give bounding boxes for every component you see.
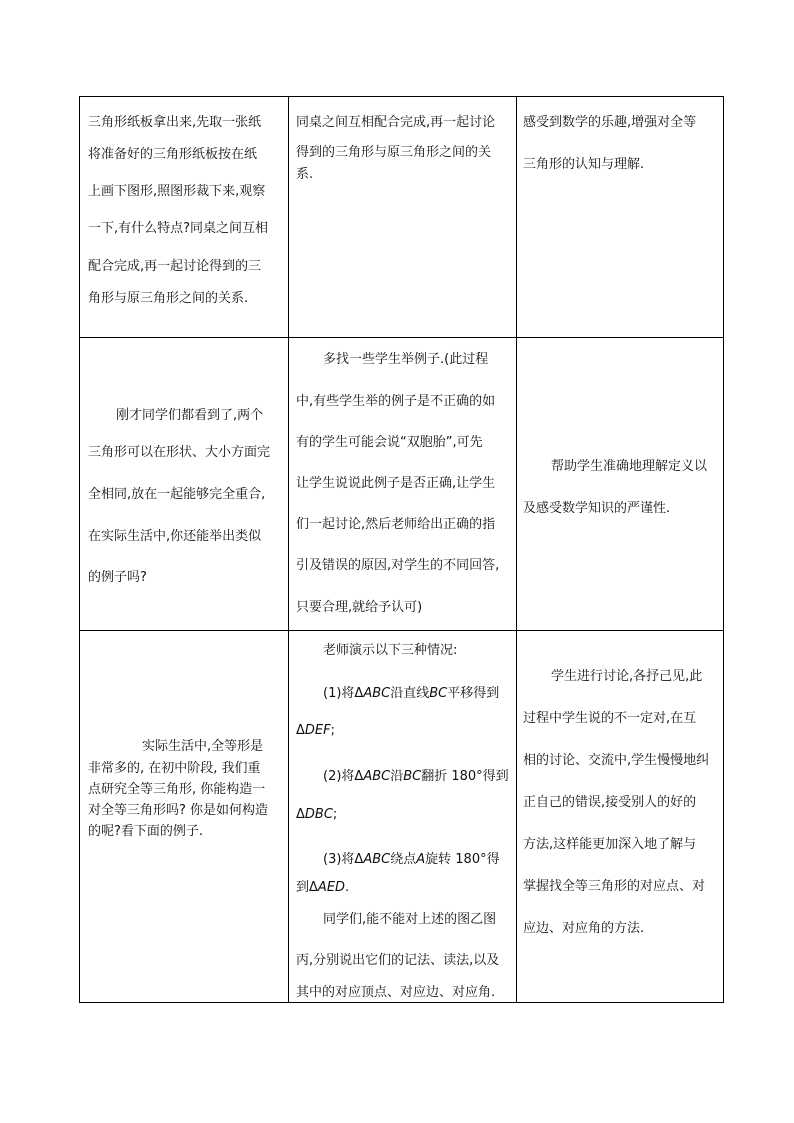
text-line: 帮助学生准确地理解定义以 (551, 459, 708, 474)
text-line: 三角形可以在形状、大小方面完 (88, 445, 271, 460)
text-line: 在实际生活中,你还能举出类似 (88, 529, 262, 544)
text-span: 到 (296, 880, 310, 895)
text-span: (1)将 (323, 686, 355, 701)
text-span: (3)将 (323, 852, 355, 867)
text-line: 将准备好的三角形纸板按在纸 (88, 147, 258, 162)
text-span: (2)将 (323, 769, 355, 784)
text-line: 让学生说说此例子是否正确,让学生 (296, 476, 496, 491)
math-var: BC (429, 686, 448, 701)
text-line: 三角形的认知与理解. (523, 157, 645, 172)
row2-activity-cell (80, 338, 288, 630)
text-span: 沿直线 (390, 686, 430, 701)
math-var: ABC (363, 852, 391, 867)
text-line: 同桌之间互相配合完成,再一起讨论 (296, 115, 496, 130)
demo-item-1 (323, 682, 499, 701)
text-line: 学生进行讨论,各抒己见,此 (551, 669, 703, 684)
text-line: 三角形纸板拿出来,先取一张纸 (88, 115, 262, 130)
text-line: 老师演示以下三种情况: (323, 643, 458, 658)
demo-item-1-cont (296, 723, 335, 738)
text-line: 配合完成,再一起讨论得到的三 (88, 259, 262, 274)
text-line: 多找一些学生举例子.(此过程 (323, 352, 489, 367)
triangle-symbol: Δ (354, 769, 364, 784)
triangle-symbol: Δ (296, 723, 305, 738)
row1-purpose-cell (517, 97, 724, 337)
row1-student-cell (289, 97, 516, 337)
demo-item-2-cont (296, 807, 337, 822)
text-line: 们一起讨论,然后老师给出正确的指 (296, 517, 496, 532)
text-line: 感受到数学的乐趣,增强对全等 (523, 115, 697, 130)
row2-student-cell (289, 338, 516, 630)
text-line: 同学们,能不能对上述的图乙图 (323, 912, 497, 927)
text-line: 引及错误的原因,对学生的不同回答, (296, 558, 500, 573)
lesson-table (79, 96, 724, 1003)
text-line: 及感受数学知识的严谨性. (523, 501, 671, 516)
text-line: 点研究全等三角形, 你能构造一 (88, 782, 266, 797)
text-line: 有的学生可能会说“双胞胎”,可先 (296, 435, 483, 450)
triangle-symbol: Δ (354, 852, 364, 867)
text-span: 翻折 180°得到 (421, 769, 509, 784)
text-line: 方法,这样能更加深入地了解与 (523, 837, 697, 852)
text-line: 得到的三角形与原三角形之间的关 (296, 145, 492, 160)
text-line: 其中的对应顶点、对应边、对应角. (296, 985, 496, 1000)
text-line: 全相同,放在一起能够完全重合, (88, 487, 266, 502)
math-var: ABC (363, 686, 391, 701)
text-span: 绕点 (390, 852, 417, 867)
text-line: 掌握找全等三角形的对应点、对 (523, 879, 706, 894)
row3-purpose-cell (517, 631, 724, 1003)
math-var: DEF (304, 723, 331, 738)
row3-student-cell (289, 631, 516, 1003)
text-line: 对全等三角形吗? 你是如何构造 (88, 803, 269, 818)
text-span: ; (332, 807, 338, 822)
text-line: 上画下图形,照图形裁下来,观察 (88, 184, 266, 199)
text-line: 角形与原三角形之间的关系. (88, 291, 249, 306)
text-line: 非常多的, 在初中阶段, 我们重 (88, 761, 261, 776)
math-var: ABC (363, 769, 391, 784)
text-line: 的呢?看下面的例子. (88, 824, 204, 839)
row3-activity-cell (80, 631, 288, 1003)
demo-item-2 (323, 765, 509, 784)
text-line: 相的讨论、交流中,学生慢慢地纠 (523, 753, 710, 768)
triangle-symbol: Δ (354, 686, 364, 701)
text-line: 丙,分别说出它们的记法、读法,以及 (296, 953, 500, 968)
text-line: 过程中学生说的不一定对,在互 (523, 711, 697, 726)
math-var: BC (403, 769, 422, 784)
text-line: 刚才同学们都看到了,两个 (116, 408, 264, 423)
text-line: 一下,有什么特点?同桌之间互相 (88, 221, 269, 236)
text-span: 平移得到 (447, 686, 500, 701)
row2-purpose-cell (517, 338, 724, 630)
triangle-symbol: Δ (296, 807, 305, 822)
demo-item-3-cont (296, 876, 349, 895)
text-line: 正自己的错误,接受别人的好的 (523, 795, 697, 810)
text-span: . (345, 880, 350, 895)
demo-item-3 (323, 848, 500, 867)
text-span: ; (330, 723, 335, 738)
math-var: AED (317, 880, 346, 895)
text-line: 中,有些学生举的例子是不正确的如 (296, 394, 496, 409)
text-line: 应边、对应角的方法. (523, 921, 645, 936)
text-span: 旋转 180°得 (425, 852, 500, 867)
text-line: 只要合理,就给予认可) (296, 600, 423, 615)
text-line: 系. (296, 167, 314, 182)
text-span: 沿 (390, 769, 404, 784)
row1-activity-cell (80, 97, 288, 337)
text-line: 的例子吗? (88, 570, 147, 585)
triangle-symbol: Δ (309, 880, 318, 895)
math-var: A (416, 852, 426, 867)
text-line: 实际生活中,全等形是 (142, 739, 264, 754)
math-var: DBC (304, 807, 333, 822)
